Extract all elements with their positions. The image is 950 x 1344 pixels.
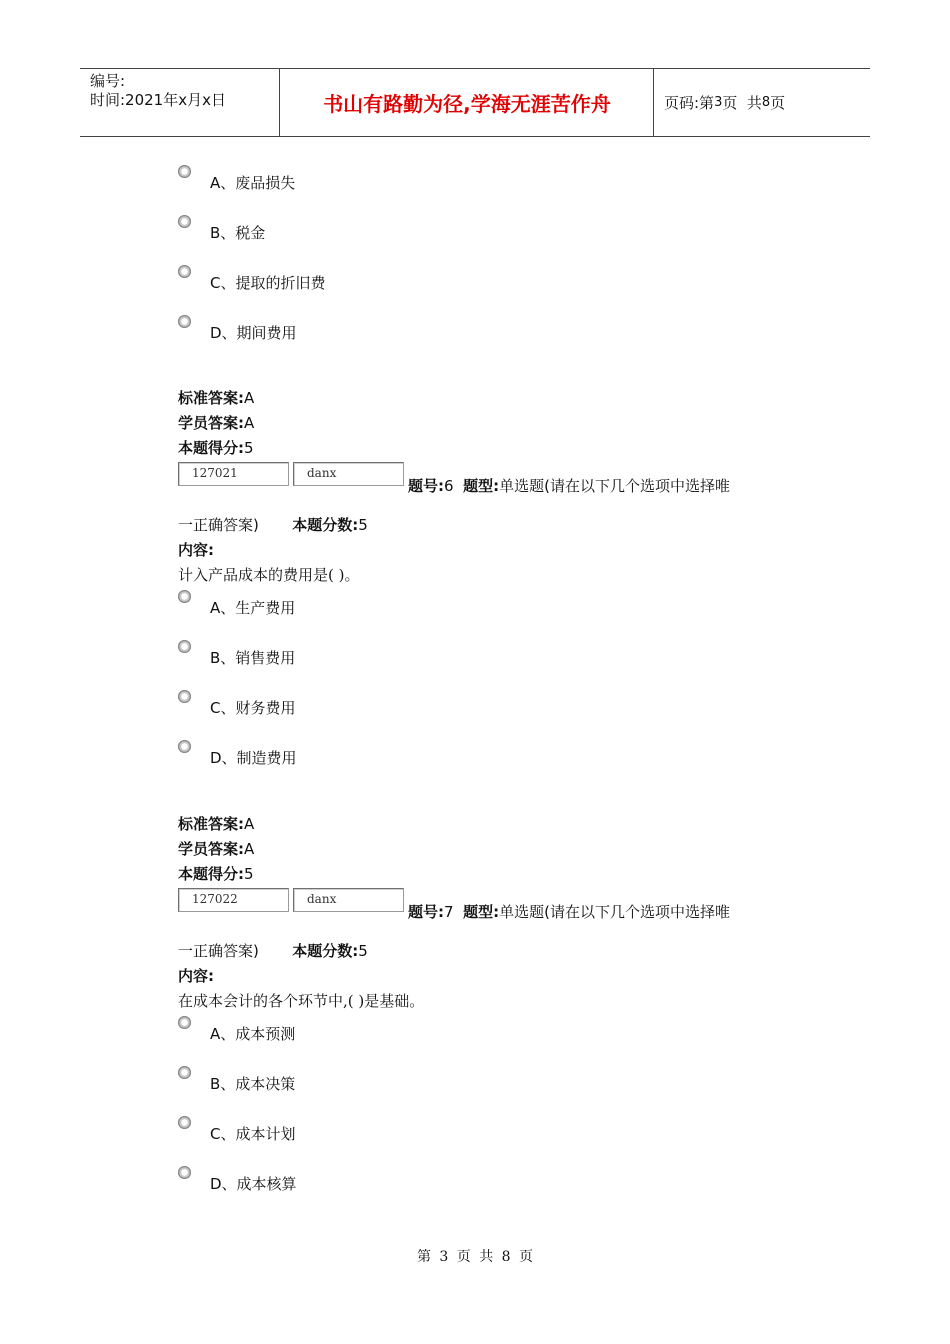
header-page-info xyxy=(654,69,870,136)
q5-student-answer: 学员答案:A xyxy=(178,414,255,432)
time-label: 时间:2021年x月x日 xyxy=(90,91,226,109)
option-label: C、财务费用 xyxy=(210,699,296,717)
radio-button[interactable] xyxy=(178,1016,191,1029)
q6-id-field[interactable]: 127021 xyxy=(178,462,289,486)
header-meta xyxy=(80,69,280,136)
q7-id-field[interactable]: 127022 xyxy=(178,888,289,912)
q6-header-line: 题号:6 题型:单选题(请在以下几个选项中选择唯 xyxy=(408,477,730,495)
radio-button[interactable] xyxy=(178,1166,191,1179)
q7-content: 在成本会计的各个环节中,( )是基础。 xyxy=(178,992,425,1010)
q6-content: 计入产品成本的费用是( )。 xyxy=(178,566,360,584)
radio-button[interactable] xyxy=(178,640,191,653)
page-suffix: 页 xyxy=(770,94,786,112)
q7-header-line-cont: 一正确答案) 本题分数:5 xyxy=(178,942,368,960)
radio-button[interactable] xyxy=(178,1116,191,1129)
option-label: B、销售费用 xyxy=(210,649,296,667)
q6-student-answer: 学员答案:A xyxy=(178,840,255,858)
q6-standard-answer: 标准答案:A xyxy=(178,815,255,833)
page-mid: 页 共 xyxy=(722,94,762,112)
radio-button[interactable] xyxy=(178,1066,191,1079)
page-footer: 第 3 页 共 8 页 xyxy=(416,1249,534,1265)
radio-button[interactable] xyxy=(178,690,191,703)
page-total: 8 xyxy=(761,95,771,110)
radio-button[interactable] xyxy=(178,215,191,228)
option-label: B、税金 xyxy=(210,224,266,242)
q7-type-field[interactable]: danx xyxy=(293,888,404,912)
radio-button[interactable] xyxy=(178,740,191,753)
radio-button[interactable] xyxy=(178,590,191,603)
option-label: A、成本预测 xyxy=(210,1025,296,1043)
option-label: C、成本计划 xyxy=(210,1125,296,1143)
number-label: 编号: xyxy=(90,72,126,90)
q5-score: 本题得分:5 xyxy=(178,439,254,457)
option-label: D、制造费用 xyxy=(210,749,297,767)
page-prefix: 页码:第 xyxy=(664,94,715,112)
q6-content-label: 内容: xyxy=(178,541,214,559)
q7-content-label: 内容: xyxy=(178,967,214,985)
header-motto: 书山有路勤为径,学海无涯苦作舟 xyxy=(281,69,654,136)
q6-header-line-cont: 一正确答案) 本题分数:5 xyxy=(178,516,368,534)
option-label: D、成本核算 xyxy=(210,1175,297,1193)
option-label: A、生产费用 xyxy=(210,599,296,617)
q6-type-field[interactable]: danx xyxy=(293,462,404,486)
page-number: 3 xyxy=(714,95,723,110)
q7-header-line: 题号:7 题型:单选题(请在以下几个选项中选择唯 xyxy=(408,903,730,921)
radio-button[interactable] xyxy=(178,165,191,178)
option-label: D、期间费用 xyxy=(210,324,297,342)
option-label: C、提取的折旧费 xyxy=(210,274,326,292)
page-header xyxy=(80,68,870,137)
radio-button[interactable] xyxy=(178,315,191,328)
radio-button[interactable] xyxy=(178,265,191,278)
option-label: B、成本决策 xyxy=(210,1075,296,1093)
q6-score: 本题得分:5 xyxy=(178,865,254,883)
q5-standard-answer: 标准答案:A xyxy=(178,389,255,407)
option-label: A、废品损失 xyxy=(210,174,296,192)
